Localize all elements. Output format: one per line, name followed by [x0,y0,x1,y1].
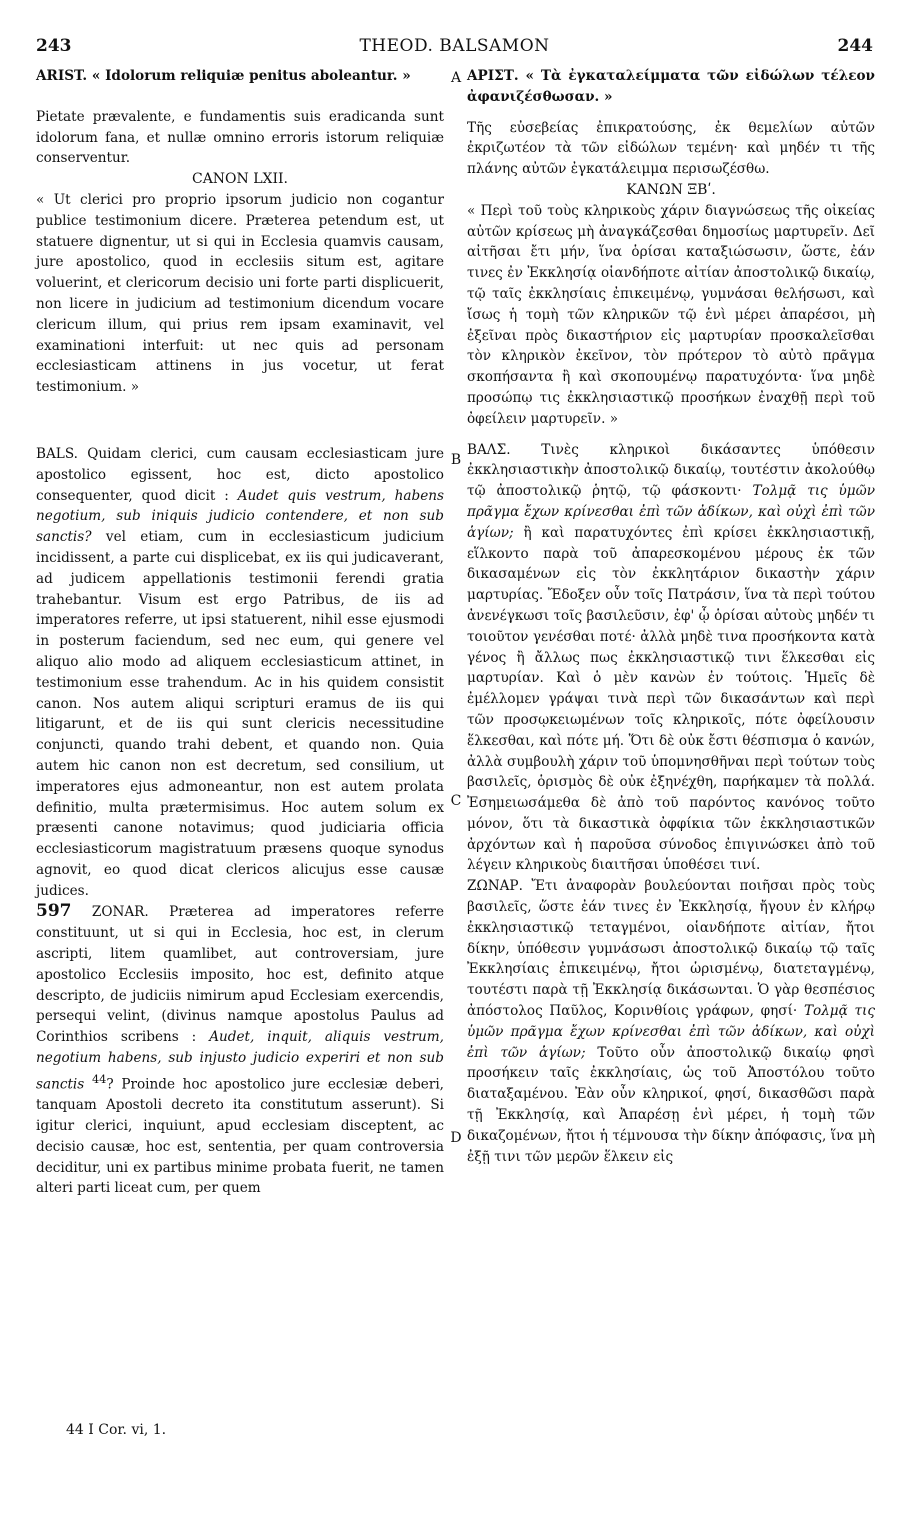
column-number: 597 [36,901,72,922]
footnote: 44 I Cor. vi, 1. [66,1422,167,1438]
latin-bals-label: BALS. [36,445,78,462]
latin-zonar-text-2: ? Proinde hoc apostolico jure ecclesiæ deberi, tanquam Apostoli decreto ita constitutum asserunt). Si igitur clerici, inquiunt, apud ecclesiam disceptent, ac decisio causæ, hoc est, sententia, per quam controversia deciditur, uni ex partibus minime probata fuerit, ne tamen alteri parti liceat cum, per quem [36,1076,444,1197]
left-page-number: 243 [36,36,72,56]
page-header [36,36,873,60]
latin-zonaras-paragraph [36,901,444,1199]
greek-bals-label: ΒΑΛΣ. [467,441,511,458]
greek-bals-text-2: ἢ καὶ παρατυχόντες ἐπὶ κρίσει ἐκκλησιαστικῇ, εἵλκοντο παρὰ τοῦ ἀπαρεσκομένου μέρους ἐκ τῶν δικασαμένων εἰς τὸν ἐκκλητάριον δικαστὴν χάριν μαρτυρίας. Ἔδοξεν οὖν τοῖς Πατράσιν, ἵνα τὰ περὶ τούτου ἀνενέγκωσι τοῖς βασιλεῦσιν, ἐφ' ᾧ ὁρίσαι αὐτοὺς μηδέν τι τοιοῦτον γενέσθαι ποτέ· ἀλλὰ μηδὲ τινα προσήκοντα κατὰ γένος ἢ ἄλλως πως ἐκκλησιαστικῷ τινι ἕλκεσθαι εἰς μαρτυρίαν. Καὶ ὁ μὲν κανὼν ἐν τούτοις. Ἡμεῖς δὲ ἐμέλλομεν γράψαι τινὰ περὶ τῶν δικασάντων καὶ περὶ τῶν προσῳκειωμένων τοῖς κληρικοῖς, πότε ὀφείλουσιν ἕλκεσθαι, καὶ πότε μή. Ὅτι δὲ οὐκ ἔστι θέσπισμα ὁ κανών, ἀλλὰ συμβουλὴ χάριν τοῦ ὑπομνησθῆναι περὶ τούτων τοὺς βασιλεῖς, ὁρισμὸς δὲ οὐκ ἐξηνέχθη, παρήκαμεν τὰ πολλά. Ἐσημειωσάμεθα δὲ ἀπὸ τοῦ παρόντος κανόνος τοῦτο μόνον, ὅτι τὰ δικαστικὰ ὀφφίκια τῶν ἐκκλησιαστικῶν ἀρχόντων καὶ ἡ παροῦσα σύνοδος ἐπιγινώσκει ἀπὸ τοῦ λέγειν κληρικοὺς διαιτῆσαι ὑποθέσει τινί. [467,524,875,874]
greek-column [467,66,875,1167]
section-mark-a: A [450,70,462,86]
latin-zonar-text-1: Præterea ad imperatores referre constituunt, ut si qui in Ecclesia, hoc est, in clerum ascripti, litem quamlibet, aut controversiam, jure apostolico Ecclesiis imposito, hoc est, definito atque descripto, de judiciis nimirum apud Ecclesiam exercendis, persequi velint, (divinus namque apostolus Paulus ad Corinthios scribens : [36,904,445,1046]
latin-arist-line: ARIST. « Idolorum reliquiæ penitus aboleantur. » [36,68,411,84]
greek-zonar-text-2: Τοῦτο οὖν ἀποστολικῷ δικαίῳ φησὶ προσήκειν ταῖς ἐκκλησίαις, ὡς τοῦ Ἀποστόλου τοῦτο διαταξαμένου. Ἐὰν οὖν κληρικοί, φησί, δικασθῶσι παρὰ τῇ Ἐκκλησίᾳ, καὶ Ἀπαρέσῃ ἑνὶ μέρει, ἡ τομὴ τῶν δικαζομένων, ἤτοι ἡ τέμνουσα τὴν δίκην ἀπόφασις, ἵνα μὴ ἐξῇ τινι τῶν μερῶν ἕλκειν εἰς [467,1044,875,1165]
greek-arist-comment: Τῆς εὐσεβείας ἐπικρατούσης, ἐκ θεμελίων αὐτῶν ἐκριζωτέον τὰ τῶν εἰδώλων τεμένη· καὶ μηδέν τι τῆς πλάνης αὐτῶν ἐγκατάλειμμα περισωζέσθω. [467,119,875,178]
latin-bals-text-2: vel etiam, cum in ecclesiasticum judicium incidissent, a parte cui displicebat, ex iis qui judicaverant, ad judicem appellationis testimonii ferendi gratia trahebantur. Visum est ergo Patribus, de iis ad imperatores referre, ut ipsi statuerent, nihil esse ejusmodi in posterum faciendum, sed nec eum, qui genere vel aliquo alio modo ad aliquem ecclesiasticum attinet, in testimonium esse trahendum. Ac in his quidem consistit canon. Nos autem aliqui scripturi eramus de iis qui litigarunt, et de iis qui sunt clericis necessitudine conjuncti, quando trahi debent, et quando non. Quia autem hic canon non est decretum, sed consilium, ut imperatores ejus admoneantur, non est autem prolata definitio, multa prætermisimus. Hoc autem solum ex præsenti canone notavimus; quod judiciaria officia ecclesiasticorum magistratuum præsens quoque synodus agnovit, eo quod dicat clericos alicujus esse causæ judices. [36,529,444,899]
greek-canon-text: « Περὶ τοῦ τοὺς κληρικοὺς χάριν διαγνώσεως τῆς οἰκείας αὐτῶν κρίσεως μὴ ἀναγκάζεσθαι δημοσίως μαρτυρεῖν. Δεῖ αἰτῆσαι ἔτι μήν, ἵνα ὁρίσαι καταξιώσωσιν, ὥστε, ἐάν τινες ἐν Ἐκκλησίᾳ οἱανδήποτε αἰτίαν ἀποστολικῷ δικαίῳ, τῷ ταῖς ἐκκλησίαις ἐπικειμένῳ, γυμνάσαι θελήσωσι, καὶ ἴσως ἡ τομὴ τῶν κληρικῶν τῷ ἑνὶ μέρει ἀπαρέσοι, μὴ ἐξεῖναι πρὸς δικαστήριον εἰς μαρτυρίαν προσκαλεῖσθαι τὸν κληρικὸν ἐκεῖνον, τὸν πρότερον τὸ αὐτὸ πρᾶγμα σκοπήσαντα ἢ καὶ σκοπουμένῳ παρατυχόντα· ἵνα μηδὲ προσώπῳ τις ἐκκλησιαστικῷ προσήκων ἐναχθῇ περὶ τοῦ ὀφείλειν μαρτυρεῖν. » [467,202,875,427]
section-mark-d: D [450,1130,462,1146]
latin-canon-title: CANON LXII. [191,171,289,188]
latin-arist-comment: Pietate prævalente, e fundamentis suis eradicanda sunt idolorum fana, et nullæ omnino erroris istorum reliquiæ conserventur. [36,108,444,167]
section-mark-b: B [450,452,462,468]
footnote-reference: 44 [91,1071,107,1086]
latin-zonar-label: ZONAR. [91,904,149,921]
running-title: THEOD. BALSAMON [359,36,550,56]
greek-arist-line: ΑΡΙΣΤ. « Τὰ ἐγκαταλείμματα τῶν εἰδώλων τέλεον ἀφανιζέσθωσαν. » [467,68,875,105]
latin-canon-text: « Ut clerici pro proprio ipsorum judicio non cogantur publice testimonium dicere. Præterea petendum est, ut statuere dignentur, ut si qui in Ecclesia quamvis causam, jure apostolico, quod in ecclesiis situm est, agitare voluerint, et clericorum decisio uni forte parti displicuerit, non licere in judicium ad testimonium dicendum vocare clericum illum, qui prius rem ipsam examinavit, vel examinationi interfuit: ut nec quis ad personam ecclesiasticam attinens in jus vocetur, ut ferat testimonium. » [36,191,444,396]
greek-zonar-text-1: Ἔτι ἀναφορὰν βουλεύονται ποιῆσαι πρὸς τοὺς βασιλεῖς, ὥστε ἐάν τινες ἐν Ἐκκλησίᾳ, ἤγουν ἐν κλήρῳ ἐκκλησιαστικῷ τεταγμένοι, οἱανδήποτε αἰτίαν, ἤτοι δίκην, ὑπόθεσιν γυμνάσωσι ἀποστολικῷ δικαίῳ τῷ ταῖς Ἐκκλησίαις ἐπικειμένῳ, ἤτοι ὡρισμένῳ, διατεταγμένῳ, τουτέστι παρὰ τῇ Ἐκκλησίᾳ δικάσωνται. Ὁ γὰρ θεσπέσιος ἀπόστολος Παῦλος, Κορινθίοις γράφων, φησί· [467,878,875,1020]
latin-balsamon-paragraph [36,444,444,902]
latin-bals-quote: Audet quis vestrum, habens negotium, sub iniquis judicio contendere, et non sub sanctis? [36,487,444,546]
greek-zonar-quote: Τολμᾷ τις ὑμῶν πρᾶγμα ἔχων κρίνεσθαι ἐπὶ τῶν ἀδίκων, καὶ οὐχὶ ἐπὶ τῶν ἁγίων; [467,1003,875,1061]
latin-bals-text-1: Quidam clerici, cum causam ecclesiasticam jure apostolico egissent, hoc est, dicto apostolico consequenter, quod dicit : [36,445,445,504]
greek-canon-title: ΚΑΝΩΝ ΞΒʹ. [626,181,716,198]
latin-zonar-quote: Audet, inquit, aliquis vestrum, negotium habens, sub injusto judicio experiri et non sub sanctis [36,1029,444,1093]
section-mark-c: C [450,793,462,809]
right-page-number: 244 [837,36,873,56]
greek-zonar-label: ΖΩΝΑΡ. [467,878,523,895]
greek-bals-text-1: Τινὲς κληρικοὶ δικάσαντες ὑπόθεσιν ἐκκλησιαστικὴν ἀποστολικῷ δικαίῳ, τουτέστιν ἀκολούθῳ τῷ ἀποστολικῷ ῥητῷ, τῷ φάσκοντι· [467,441,875,500]
greek-bals-quote: Τολμᾷ τις ὑμῶν πρᾶγμα ἔχων κρίνεσθαι ἐπὶ τῶν ἀδίκων, καὶ οὐχὶ ἐπὶ τῶν ἁγίων; [467,483,875,541]
latin-column [36,66,444,1199]
greek-zonaras-paragraph [467,876,875,1167]
greek-balsamon-paragraph [467,440,875,877]
